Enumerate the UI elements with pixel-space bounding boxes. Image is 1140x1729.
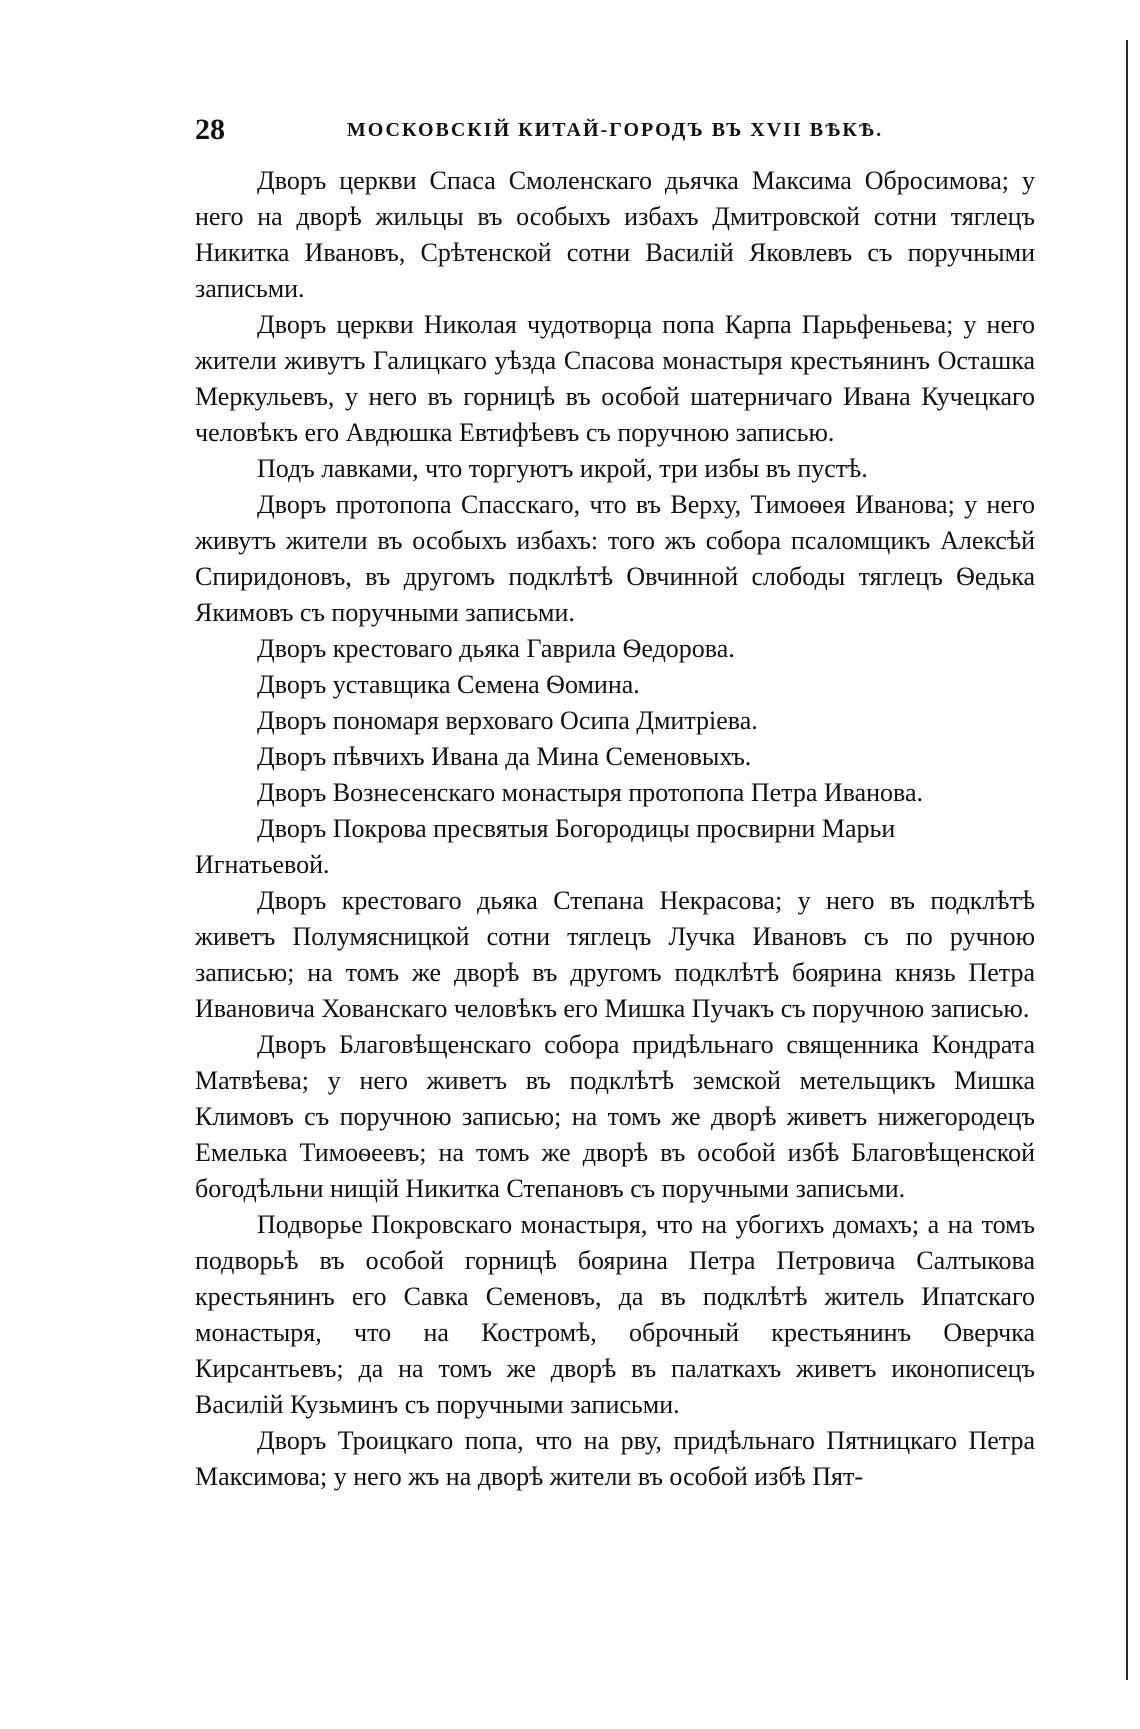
paragraph: Дворъ пѣвчихъ Ивана да Мина Семеновыхъ. — [257, 742, 752, 771]
paragraph: Дворъ крестоваго дьяка Степана Некрасова; у него въ подклѣтѣ живетъ Полумясницкой сотни тяглецъ Лучка Ивановъ съ по ручною записью; на томъ же дворѣ въ другомъ подклѣтѣ боярина князь Петра Ивановича Хованскаго человѣкъ его Мишка Пучакъ съ поручною записью. — [195, 886, 1035, 1023]
paragraph: Дворъ Вознесенскаго монастыря протопопа Петра Иванова. — [257, 778, 924, 807]
paragraph: Дворъ протопопа Спасскаго, что въ Верху, Тимоѳея Иванова; у него живутъ жители въ особыхъ избахъ: того жъ собора псаломщикъ Алексѣй Спиридоновъ, въ другомъ подклѣтѣ Овчинной слободы тяглецъ Ѳедька Якимовъ съ поручными записьми. — [195, 490, 1035, 627]
paragraph: Подворье Покровскаго монастыря, что на убогихъ домахъ; а на томъ подворьѣ въ особой горницѣ боярина Петра Петровича Салтыкова крестьянинъ его Савка Семеновъ, да въ подклѣтѣ житель Ипатскаго монастыря, что на Костромѣ, оброчный крестьянинъ Оверчка Кирсантьевъ; да на томъ же дворѣ въ палаткахъ живетъ иконописецъ Василій Кузьминъ съ поручными записьми. — [195, 1210, 1035, 1419]
page-header — [195, 95, 1035, 155]
page-number: 28 — [195, 113, 225, 146]
paragraph: Дворъ церкви Спаса Смоленскаго дьячка Максима Обросимова; у него на дворѣ жильцы въ особыхъ избахъ Дмитровской сотни тяглецъ Никитка Ивановъ, Срѣтенской сотни Василій Яковлевъ съ поручными записьми. — [195, 166, 1035, 303]
book-page — [195, 95, 1035, 1495]
paragraph: Дворъ Благовѣщенскаго собора придѣльнаго священника Кондрата Матвѣева; у него живетъ въ подклѣтѣ земской метельщикъ Мишка Климовъ съ поручною записью; на томъ же дворѣ живетъ нижегородецъ Емелька Тимоѳеевъ; на томъ же дворѣ въ особой избѣ Благовѣщенской богодѣльни нищій Никитка Степановъ съ поручными записьми. — [195, 1030, 1035, 1203]
paragraph: Дворъ Троицкаго попа, что на рву, придѣльнаго Пятницкаго Петра Максимова; у него жъ на дворѣ жители въ особой избѣ Пят- — [195, 1426, 1035, 1491]
body-text — [195, 163, 1035, 1495]
paragraph: Подъ лавками, что торгуютъ икрой, три избы въ пустѣ. — [257, 454, 868, 483]
paragraph: Дворъ церкви Николая чудотворца попа Карпа Парьфеньева; у него жители живутъ Галицкаго уѣзда Спасова монастыря крестьянинъ Осташка Меркульевъ, у него въ горницѣ въ особой шатерничаго Ивана Кучецкаго человѣкъ его Авдюшка Евтифѣевъ съ поручною записью. — [195, 310, 1035, 447]
paragraph: Дворъ пономаря верховаго Осипа Дмитріева. — [257, 706, 758, 735]
page-edge-line — [1126, 40, 1128, 1680]
paragraph: Дворъ уставщика Семена Ѳомина. — [257, 670, 640, 699]
paragraph: Дворъ Покрова пресвятыя Богородицы просвирни Марьи Игнатьевой. — [195, 814, 896, 879]
paragraph: Дворъ крестоваго дьяка Гаврила Ѳедорова. — [257, 634, 735, 663]
running-title: МОСКОВСКІЙ КИТАЙ-ГОРОДЪ ВЪ XVII ВѢКѢ. — [346, 119, 884, 141]
